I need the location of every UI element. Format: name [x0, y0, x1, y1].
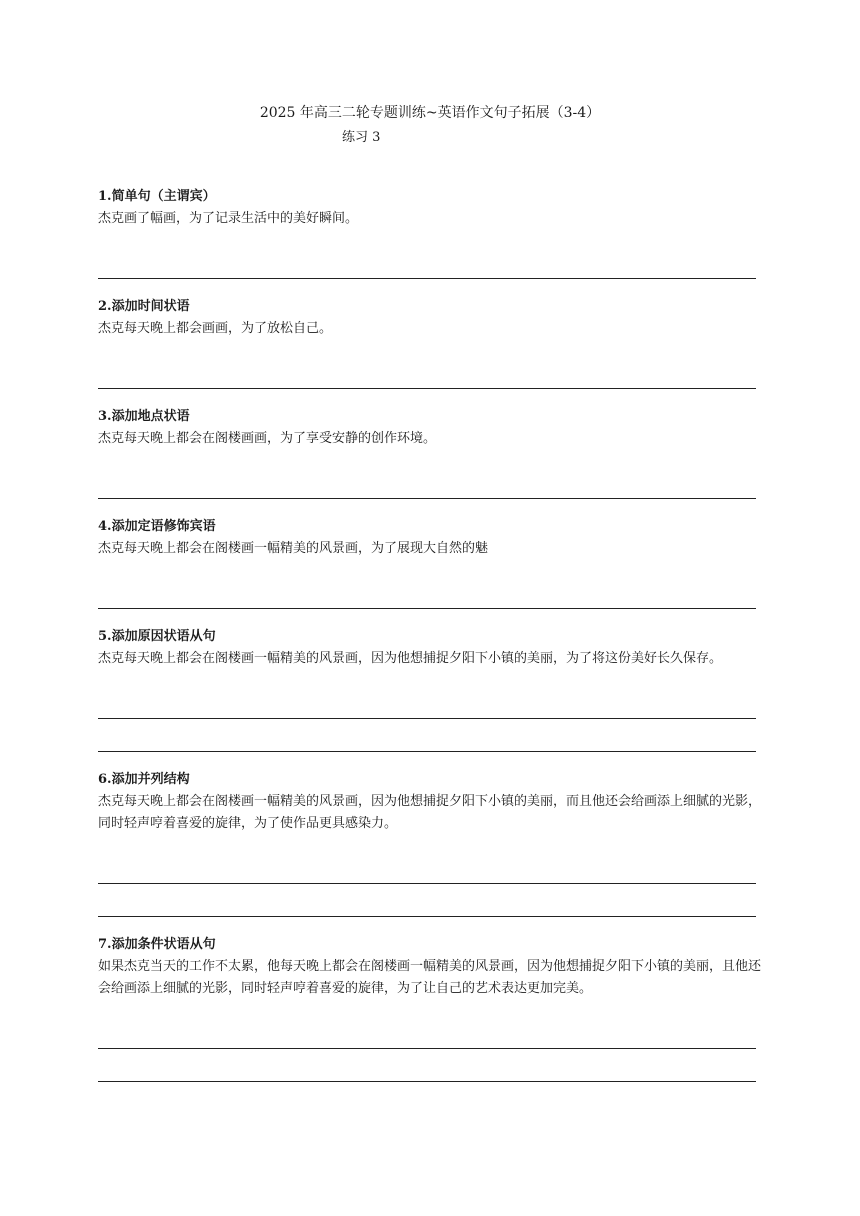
exercise-4 — [98, 517, 764, 609]
page-title: 2025 年高三二轮专题训练~英语作文句子拓展（3-4） — [259, 105, 601, 121]
exercise-heading: 2.添加时间状语 — [98, 299, 190, 314]
answer-line[interactable] — [98, 472, 756, 499]
exercise-prompt: 杰克画了幅画，为了记录生活中的美好瞬间。 — [98, 211, 359, 226]
exercise-heading: 1.简单句（主谓宾） — [98, 189, 216, 204]
exercise-heading: 6.添加并列结构 — [98, 772, 190, 787]
exercise-prompt: 杰克每天晚上都会画画，为了放松自己。 — [98, 321, 333, 336]
exercise-6 — [98, 770, 764, 917]
exercise-list — [98, 187, 764, 1100]
exercise-heading: 3.添加地点状语 — [98, 409, 190, 424]
exercise-heading: 5.添加原因状语从句 — [98, 629, 216, 644]
exercise-7 — [98, 935, 764, 1082]
exercise-5 — [98, 627, 764, 752]
answer-line[interactable] — [98, 362, 756, 389]
answer-line[interactable] — [98, 692, 756, 719]
exercise-prompt: 杰克每天晚上都会在阁楼画一幅精美的风景画，为了展现大自然的魅 — [98, 541, 489, 556]
exercise-prompt: 杰克每天晚上都会在阁楼画一幅精美的风景画，因为他想捕捉夕阳下小镇的美丽，而且他还会给画添上细腻的光影，同时轻声哼着喜爱的旋律，为了使作品更具感染力。 — [98, 794, 762, 831]
exercise-heading: 7.添加条件状语从句 — [98, 937, 216, 952]
answer-line[interactable] — [98, 1055, 756, 1082]
answer-line[interactable] — [98, 857, 756, 884]
exercise-1 — [98, 187, 764, 279]
exercise-prompt: 如果杰克当天的工作不太累，他每天晚上都会在阁楼画一幅精美的风景画，因为他想捕捉夕阳下小镇的美丽，且他还会给画添上细腻的光影，同时轻声哼着喜爱的旋律，为了让自己的艺术表达更加完美。 — [98, 959, 762, 996]
exercise-prompt: 杰克每天晚上都会在阁楼画一幅精美的风景画，因为他想捕捉夕阳下小镇的美丽，为了将这份美好长久保存。 — [98, 651, 723, 666]
answer-line[interactable] — [98, 252, 756, 279]
page-subtitle: 练习 3 — [342, 130, 381, 145]
exercise-prompt: 杰克每天晚上都会在阁楼画画，为了享受安静的创作环境。 — [98, 431, 437, 446]
answer-line[interactable] — [98, 725, 756, 752]
answer-line[interactable] — [98, 890, 756, 917]
exercise-2 — [98, 297, 764, 389]
exercise-heading: 4.添加定语修饰宾语 — [98, 519, 216, 534]
answer-line[interactable] — [98, 1022, 756, 1049]
answer-line[interactable] — [98, 582, 756, 609]
exercise-3 — [98, 407, 764, 499]
